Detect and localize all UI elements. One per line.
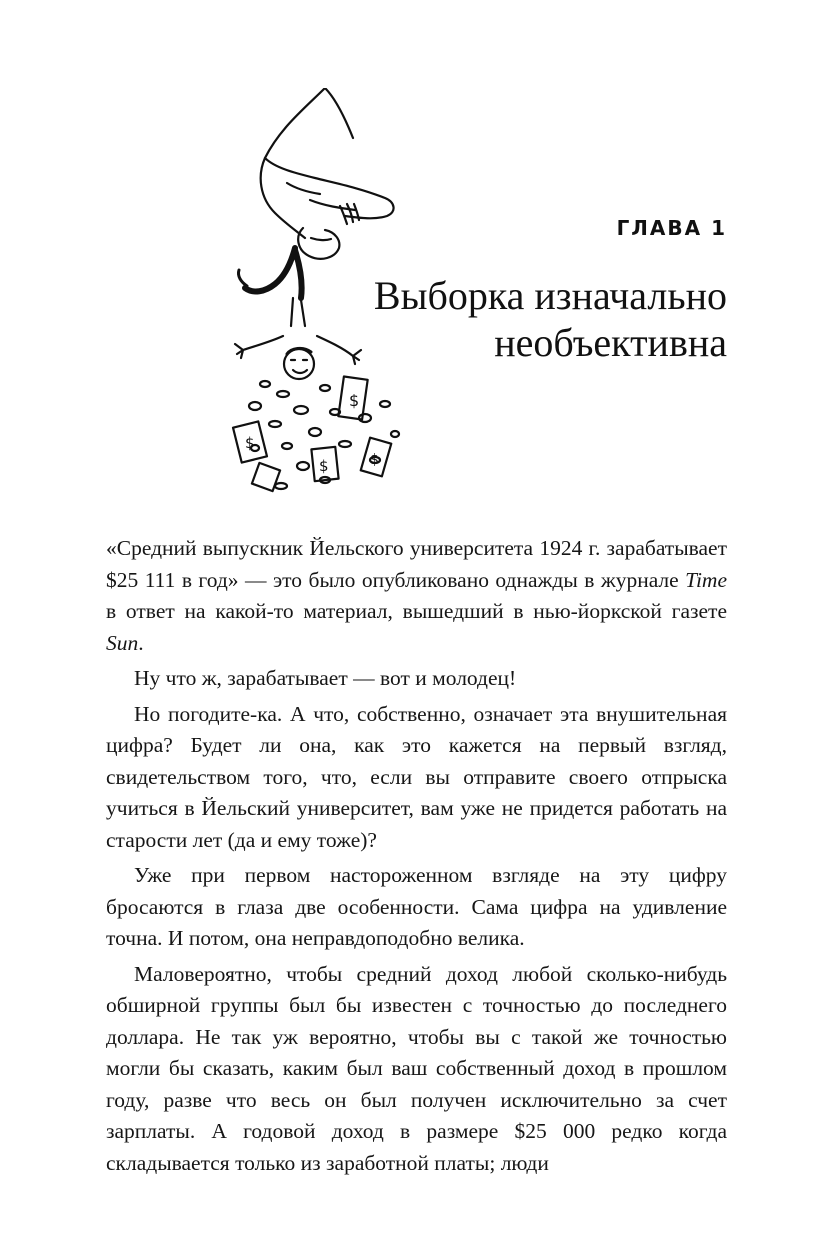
text-run: . [138,630,144,655]
magazine-title: Time [685,567,727,592]
text-run: Уже при первом настороженном взгляде на эту цифру бросаются в глаза две особенности. Сама цифра на удивление точна. И потом, она неправдоподобно велика. [106,863,727,950]
chapter-title-line-1: Выборка изначально [373,273,727,318]
dollar-sign-label: $ [349,391,360,410]
paragraph [106,699,727,857]
chapter-number-label: ГЛАВА 1 [616,216,727,240]
text-run: «Средний выпускник Йельского университета 1924 г. зарабатывает $25 111 в год» — это было опубликовано однажды в журнале [106,536,727,592]
paragraph [106,959,727,1180]
text-run: в ответ на какой-то материал, вышедший в нью-йоркской газете [106,599,727,623]
chapter-body-text [106,533,727,1183]
dollar-sign-label: $ [245,434,255,452]
newspaper-title: Sun [106,630,139,655]
dollar-sign-label: $ [370,452,379,468]
paragraph [106,663,727,695]
paragraph [106,533,727,659]
text-run: Но погодите-ка. А что, собственно, означает эта внушительная цифра? Будет ли она, как это кажется на первый взгляд, свидетельством того, что, если вы отправите своего отпрыска учиться в Йельский университет, вам уже не придется работать на старости лет (да и ему тоже)? [106,701,727,852]
text-run: Ну что ж, зарабатывает — вот и молодец! [134,666,517,690]
text-run: Маловероятно, чтобы средний доход любой сколько-нибудь обширной группы был бы известен с точностью до последнего доллара. Не так уж вероятно, чтобы вы с такой же точностью могли бы сказать, каким был ваш собственный доход в прошлом году, разве что весь он был получен исключительно за счет зарплаты. А годовой доход в размере $25 000 редко когда складывается только из заработной платы; люди [106,961,727,1175]
paragraph [106,860,727,955]
chapter-title-line-2: необъективна [494,320,727,365]
chapter-title [307,272,727,366]
dollar-sign-label: $ [319,457,329,475]
